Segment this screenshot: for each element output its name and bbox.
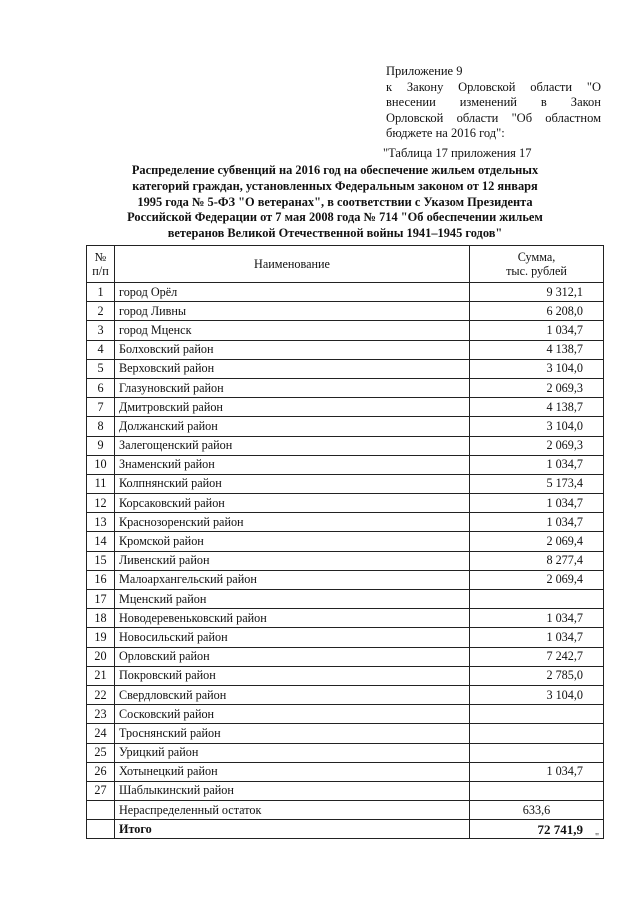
row-name: Орловский район	[115, 647, 470, 666]
table-row	[87, 436, 604, 455]
row-sum	[470, 724, 604, 743]
row-name: Сосковский район	[115, 705, 470, 724]
row-sum	[470, 781, 604, 800]
row-number: 25	[87, 743, 115, 762]
appendix-line: Орловской области "Об областном	[386, 110, 601, 125]
appendix-line: внесении изменений в Закон	[386, 95, 601, 110]
title-line: 1995 года № 5-ФЗ "О ветеранах", в соответствии с Указом Президента	[137, 194, 533, 209]
row-name: Верховский район	[115, 359, 470, 378]
row-sum: 4 138,7	[470, 398, 604, 417]
row-number: 22	[87, 685, 115, 704]
row-number: 16	[87, 570, 115, 589]
table-row	[87, 781, 604, 800]
document-title	[96, 163, 574, 242]
table-row	[87, 474, 604, 493]
header-name: Наименование	[115, 246, 470, 283]
row-number: 7	[87, 398, 115, 417]
row-name: Знаменский район	[115, 455, 470, 474]
header-number: № п/п	[87, 246, 115, 283]
row-name: Глазуновский район	[115, 378, 470, 397]
remainder-row	[87, 801, 604, 820]
table-row	[87, 609, 604, 628]
row-name: город Мценск	[115, 321, 470, 340]
table-row	[87, 494, 604, 513]
header-sum: Сумма, тыс. рублей	[470, 246, 604, 283]
row-name: Должанский район	[115, 417, 470, 436]
table-row	[87, 321, 604, 340]
row-sum: 2 069,3	[470, 436, 604, 455]
table-row	[87, 513, 604, 532]
row-sum: 3 104,0	[470, 685, 604, 704]
row-sum: 1 034,7	[470, 628, 604, 647]
row-sum: 633,6	[470, 801, 604, 820]
row-name: Свердловский район	[115, 685, 470, 704]
row-sum: 2 069,3	[470, 378, 604, 397]
row-number: 3	[87, 321, 115, 340]
appendix-header	[386, 64, 601, 142]
row-number: 21	[87, 666, 115, 685]
row-name: Нераспределенный остаток	[115, 801, 470, 820]
table-row	[87, 647, 604, 666]
row-name: Итого	[115, 820, 470, 839]
row-number: 5	[87, 359, 115, 378]
table-reference: "Таблица 17 приложения 17	[383, 146, 532, 160]
row-name: Залегощенский район	[115, 436, 470, 455]
row-sum: 2 069,4	[470, 570, 604, 589]
row-sum	[470, 743, 604, 762]
row-sum: 9 312,1	[470, 283, 604, 302]
row-number: 27	[87, 781, 115, 800]
appendix-line: Приложение 9	[386, 64, 463, 78]
table-row	[87, 705, 604, 724]
row-sum: 2 785,0	[470, 666, 604, 685]
row-number	[87, 801, 115, 820]
table-row	[87, 283, 604, 302]
row-name: Ливенский район	[115, 551, 470, 570]
table-row	[87, 762, 604, 781]
title-line: Распределение субвенций на 2016 год на обеспечение жильем отдельных	[131, 163, 539, 177]
row-name: Болховский район	[115, 340, 470, 359]
table-row	[87, 340, 604, 359]
row-name: Новосильский район	[115, 628, 470, 647]
row-number: 9	[87, 436, 115, 455]
row-sum: 2 069,4	[470, 532, 604, 551]
row-number: 23	[87, 705, 115, 724]
row-name: Урицкий район	[115, 743, 470, 762]
table-row	[87, 455, 604, 474]
title-line: Российской Федерации от 7 мая 2008 года № 714 "Об обеспечении жильем	[127, 210, 543, 225]
table-row	[87, 417, 604, 436]
row-name: Малоархангельский район	[115, 570, 470, 589]
row-name: Шаблыкинский район	[115, 781, 470, 800]
row-name: город Ливны	[115, 302, 470, 321]
row-number: 8	[87, 417, 115, 436]
row-sum	[470, 590, 604, 609]
row-number	[87, 820, 115, 839]
table-row	[87, 398, 604, 417]
row-name: Покровский район	[115, 666, 470, 685]
row-name: город Орёл	[115, 283, 470, 302]
row-number: 1	[87, 283, 115, 302]
row-number: 13	[87, 513, 115, 532]
table-row	[87, 666, 604, 685]
table-row	[87, 743, 604, 762]
row-number: 11	[87, 474, 115, 493]
title-line: категорий граждан, установленных Федеральным законом от 12 января	[132, 178, 538, 193]
row-name: Дмитровский район	[115, 398, 470, 417]
row-sum: 5 173,4	[470, 474, 604, 493]
row-sum: 1 034,7	[470, 494, 604, 513]
row-sum	[470, 705, 604, 724]
row-number: 10	[87, 455, 115, 474]
table-row	[87, 628, 604, 647]
table-row	[87, 685, 604, 704]
table-row	[87, 590, 604, 609]
row-name: Мценский район	[115, 590, 470, 609]
table-row	[87, 551, 604, 570]
row-sum: 7 242,7	[470, 647, 604, 666]
row-sum: 6 208,0	[470, 302, 604, 321]
table-row	[87, 359, 604, 378]
row-number: 12	[87, 494, 115, 513]
row-name: Кромской район	[115, 532, 470, 551]
total-row	[87, 820, 604, 839]
subvention-table	[86, 245, 604, 839]
table-header-row	[87, 246, 604, 283]
row-number: 18	[87, 609, 115, 628]
row-sum: 1 034,7	[470, 609, 604, 628]
row-sum: 3 104,0	[470, 417, 604, 436]
row-sum: 1 034,7	[470, 455, 604, 474]
row-name: Троснянский район	[115, 724, 470, 743]
row-sum: 8 277,4	[470, 551, 604, 570]
table-row	[87, 532, 604, 551]
row-sum: 1 034,7	[470, 762, 604, 781]
row-number: 6	[87, 378, 115, 397]
row-name: Хотынецкий район	[115, 762, 470, 781]
table-row	[87, 570, 604, 589]
row-name: Новодеревеньковский район	[115, 609, 470, 628]
table-row	[87, 302, 604, 321]
row-number: 4	[87, 340, 115, 359]
row-name: Краснозоренский район	[115, 513, 470, 532]
row-name: Колпнянский район	[115, 474, 470, 493]
row-name: Корсаковский район	[115, 494, 470, 513]
corner-mark: "	[595, 832, 600, 843]
row-number: 2	[87, 302, 115, 321]
table-row	[87, 724, 604, 743]
row-sum: 72 741,9	[470, 820, 604, 839]
appendix-line: к Закону Орловской области "О	[386, 79, 601, 94]
title-line: ветеранов Великой Отечественной войны 1941–1945 годов"	[167, 226, 503, 241]
table-row	[87, 378, 604, 397]
appendix-line: бюджете на 2016 год":	[386, 126, 505, 141]
row-sum: 1 034,7	[470, 321, 604, 340]
row-number: 17	[87, 590, 115, 609]
row-number: 26	[87, 762, 115, 781]
row-sum: 1 034,7	[470, 513, 604, 532]
row-number: 14	[87, 532, 115, 551]
row-number: 15	[87, 551, 115, 570]
row-number: 19	[87, 628, 115, 647]
row-sum: 3 104,0	[470, 359, 604, 378]
row-number: 24	[87, 724, 115, 743]
row-number: 20	[87, 647, 115, 666]
row-sum: 4 138,7	[470, 340, 604, 359]
